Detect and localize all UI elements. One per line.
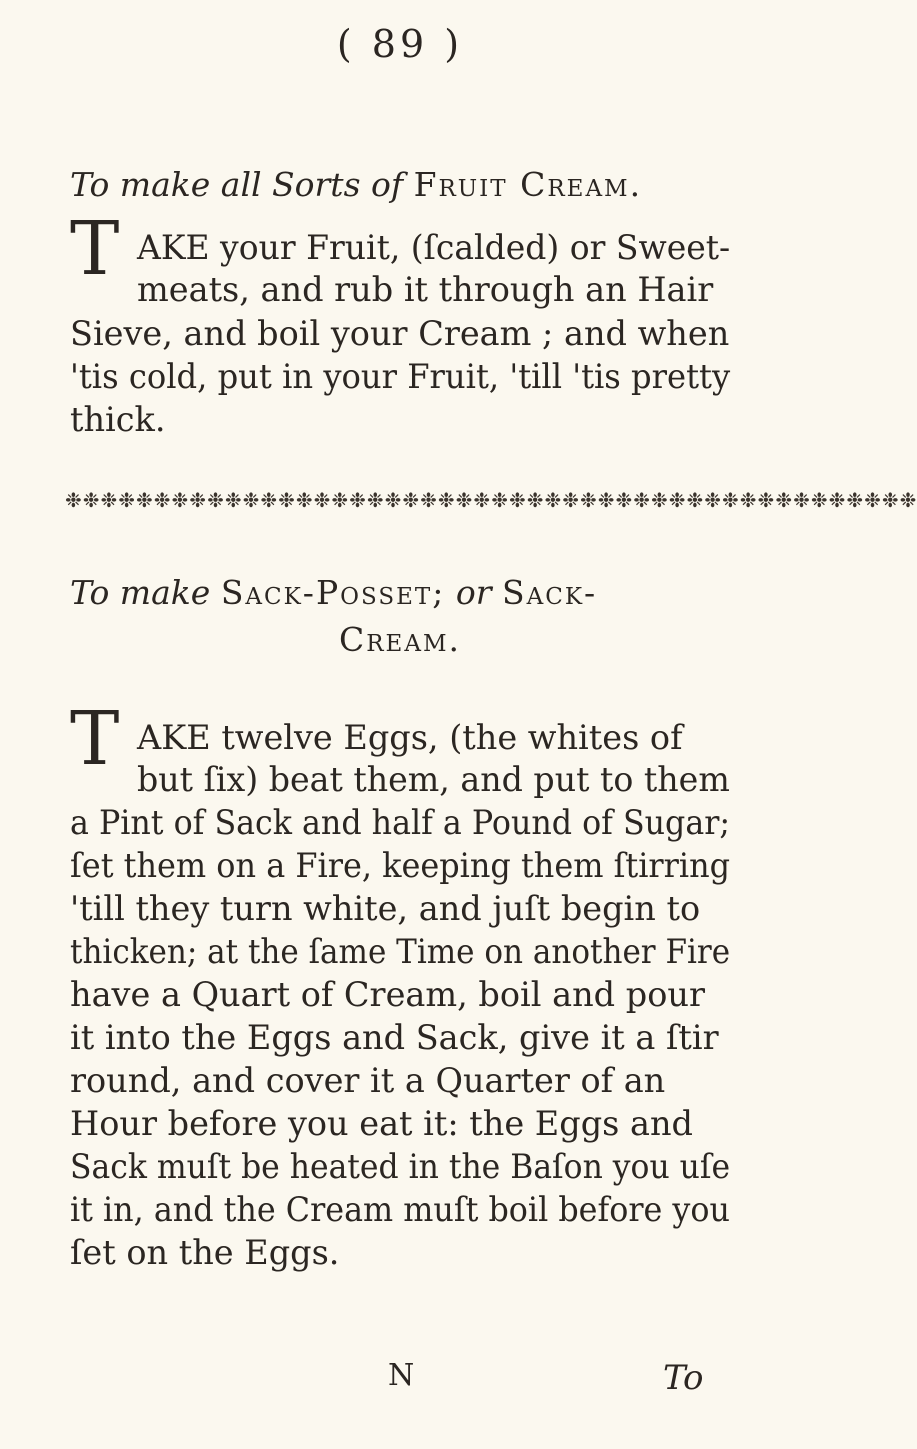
heading-caps: Fruit Cream. (413, 165, 643, 204)
ornament-divider: ❉❉❉❉❉❉❉❉❉❉❉❉❉❉❉❉❉❉❉❉❉❉❉❉❉❉❉❉❉❉❉❉❉❉❉❉❉❉❉❉❉❉❉❉❉❉❉❉ (65, 488, 917, 512)
text-line: round, and cover it a Quarter of an (70, 1061, 666, 1100)
heading-italic-or: or (455, 573, 492, 612)
text-line: Sack muſt be heated in the Baſon you uſe (70, 1147, 731, 1186)
text-line: thick. (70, 400, 166, 439)
text-line: Sieve, and boil your Cream ; and when (70, 314, 730, 353)
section-heading-line2 (0, 620, 800, 659)
text-line: it in, and the Cream muſt boil before you (70, 1190, 730, 1229)
text-line: ſet on the Eggs. (70, 1233, 340, 1272)
drop-cap: T (70, 696, 120, 782)
text-line: Hour before you eat it: the Eggs and (70, 1104, 693, 1143)
drop-cap: T (70, 206, 120, 292)
section-heading-fruit-cream (70, 165, 770, 204)
text-line: AKE twelve Eggs, (the whites of (137, 718, 683, 757)
section-heading-sack-posset (70, 573, 770, 612)
text-line: but ſix) beat them, and put to them (137, 760, 730, 799)
text-line: 'till they turn white, and juſt begin to (70, 889, 701, 928)
heading-italic: To make (70, 573, 211, 612)
catchword: To (663, 1358, 704, 1398)
text-line: 'tis cold, put in your Fruit, 'till 'tis pretty (70, 357, 731, 396)
signature-mark: N (388, 1358, 415, 1393)
heading-italic: To make all Sorts of (70, 165, 404, 204)
text-line: have a Quart of Cream, boil and pour (70, 975, 705, 1014)
text-line: ſet them on a Fire, keeping them ſtirring (70, 846, 731, 885)
heading-caps: Sack- (502, 573, 598, 612)
text-line: it into the Eggs and Sack, give it a ſtir (70, 1018, 719, 1057)
page-number: ( 89 ) (336, 22, 464, 66)
text-line: meats, and rub it through an Hair (137, 270, 714, 309)
text-line: AKE your Fruit, (ſcalded) or Sweet- (137, 228, 731, 267)
heading-caps: Sack-Posset; (220, 573, 446, 612)
text-line: thicken; at the ſame Time on another Fire (70, 932, 731, 971)
heading-caps: Cream. (338, 620, 461, 659)
text-line: a Pint of Sack and half a Pound of Sugar; (70, 803, 731, 842)
